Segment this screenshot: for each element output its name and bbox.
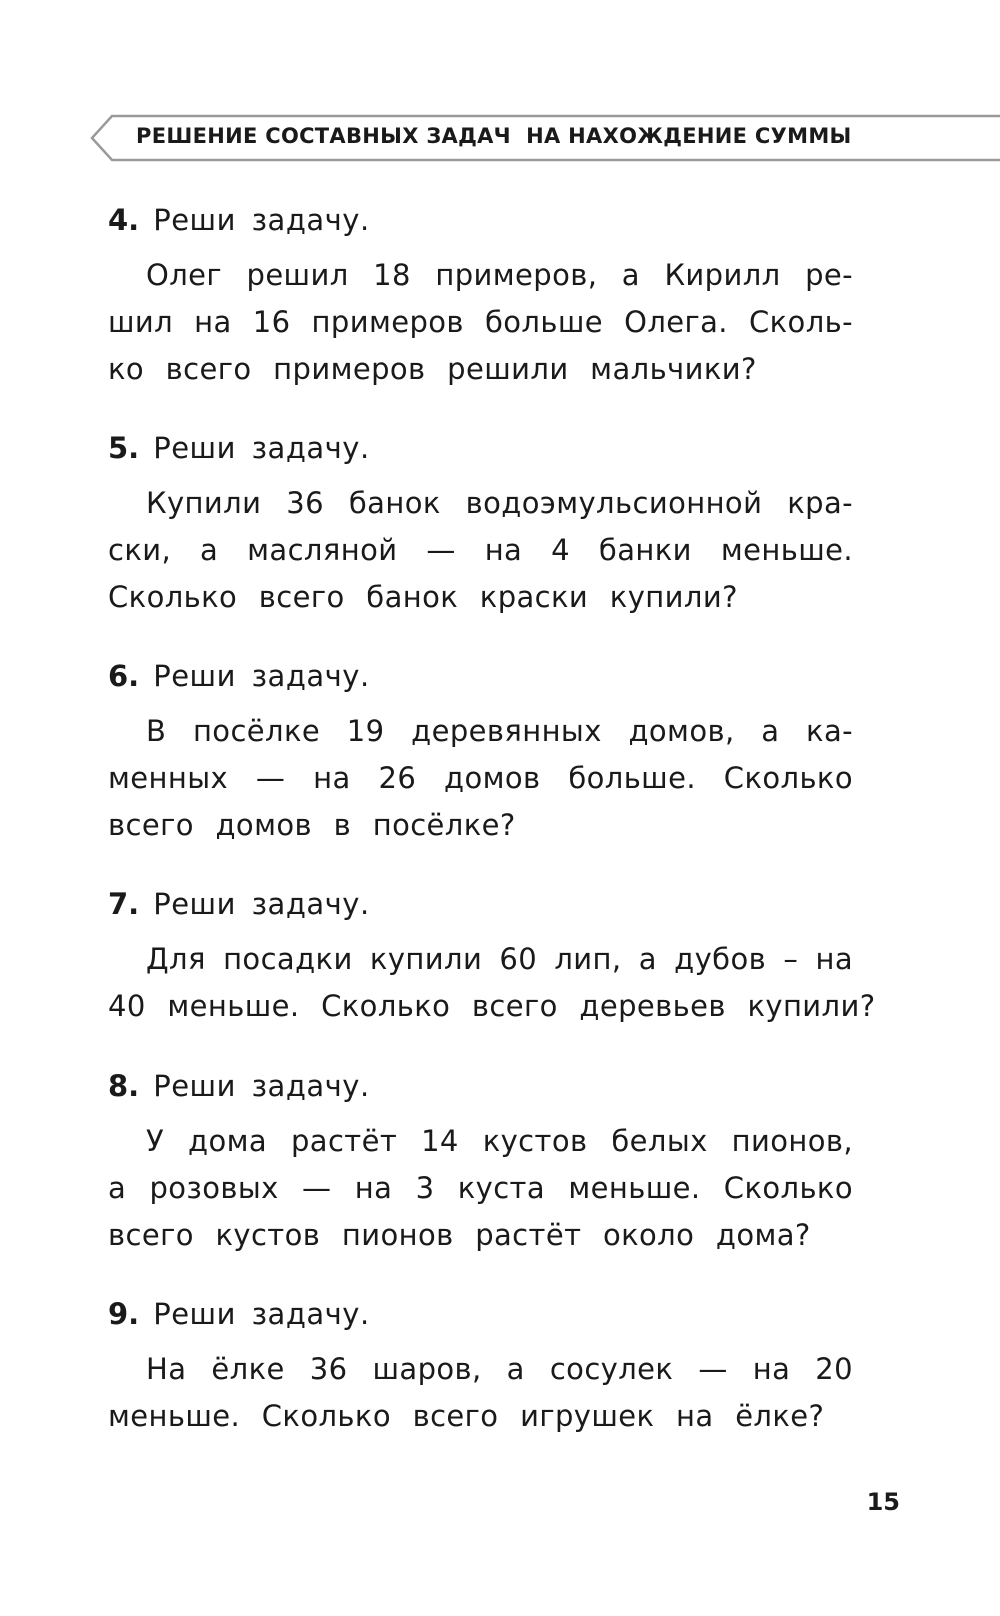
task-line: а розовых — на 3 куста меньше. Сколько bbox=[108, 1171, 853, 1205]
task-line: ски, а масляной — на 4 банки меньше. bbox=[108, 533, 853, 567]
task-5 bbox=[108, 426, 853, 621]
task-line: шил на 16 примеров больше Олега. Сколь- bbox=[108, 305, 853, 339]
task-line: меньше. Сколько всего игрушек на ёлке? bbox=[108, 1399, 825, 1433]
task-number: 6. bbox=[108, 659, 140, 693]
task-title: Реши задачу. bbox=[153, 1297, 370, 1331]
task-line: Олег решил 18 примеров, а Кирилл ре- bbox=[146, 258, 853, 292]
task-title: Реши задачу. bbox=[153, 659, 370, 693]
task-heading bbox=[108, 198, 853, 242]
task-text bbox=[108, 1346, 853, 1440]
task-8 bbox=[108, 1064, 853, 1259]
task-text bbox=[108, 936, 876, 1030]
task-line: Для посадки купили 60 лип, а дубов – на bbox=[146, 942, 853, 976]
task-6 bbox=[108, 654, 853, 849]
task-number: 8. bbox=[108, 1069, 140, 1103]
task-text bbox=[108, 1118, 853, 1259]
task-title: Реши задачу. bbox=[153, 203, 370, 237]
task-text bbox=[108, 252, 853, 393]
task-text bbox=[108, 708, 853, 849]
task-line: В посёлке 19 деревянных домов, а ка- bbox=[146, 714, 853, 748]
task-number: 5. bbox=[108, 431, 140, 465]
task-heading bbox=[108, 1292, 853, 1336]
task-line: Купили 36 банок водоэмульсионной кра- bbox=[146, 486, 853, 520]
task-line: всего домов в посёлке? bbox=[108, 808, 516, 842]
task-line: 40 меньше. Сколько всего деревьев купили? bbox=[108, 989, 876, 1023]
task-line: Сколько всего банок краски купили? bbox=[108, 580, 738, 614]
task-line: На ёлке 36 шаров, а сосулек — на 20 bbox=[146, 1352, 853, 1386]
task-heading bbox=[108, 1064, 853, 1108]
task-9 bbox=[108, 1292, 853, 1440]
task-title: Реши задачу. bbox=[153, 431, 370, 465]
section-header bbox=[90, 114, 1000, 162]
task-line: менных — на 26 домов больше. Сколько bbox=[108, 761, 853, 795]
task-title: Реши задачу. bbox=[153, 887, 370, 921]
task-text bbox=[108, 480, 853, 621]
task-line: ко всего примеров решили мальчики? bbox=[108, 352, 757, 386]
task-title: Реши задачу. bbox=[153, 1069, 370, 1103]
task-heading bbox=[108, 654, 853, 698]
task-4 bbox=[108, 198, 853, 393]
page-number: 15 bbox=[866, 1488, 900, 1516]
task-heading bbox=[108, 882, 853, 926]
task-number: 7. bbox=[108, 887, 140, 921]
task-heading bbox=[108, 426, 853, 470]
task-line: У дома растёт 14 кустов белых пионов, bbox=[146, 1124, 853, 1158]
task-number: 9. bbox=[108, 1297, 140, 1331]
task-line: всего кустов пионов растёт около дома? bbox=[108, 1218, 811, 1252]
task-7 bbox=[108, 882, 876, 1030]
section-title: РЕШЕНИЕ СОСТАВНЫХ ЗАДАЧ НА НАХОЖДЕНИЕ СУММЫ bbox=[136, 124, 852, 148]
task-number: 4. bbox=[108, 203, 140, 237]
